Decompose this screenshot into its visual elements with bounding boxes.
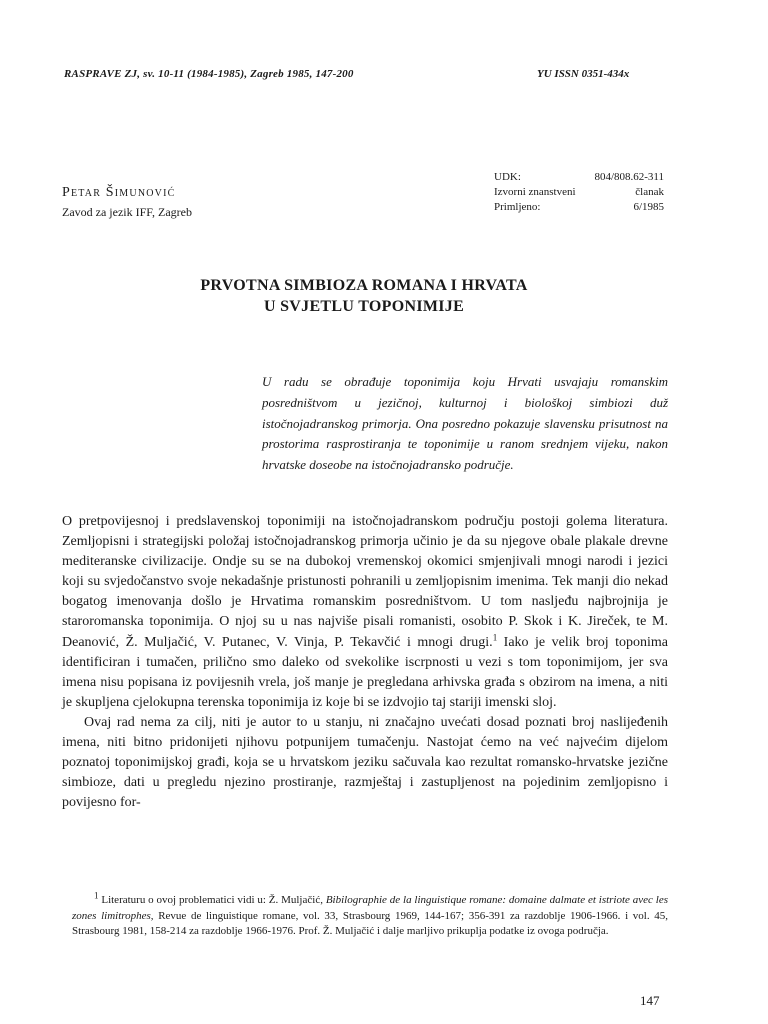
paragraph-2: Ovaj rad nema za cilj, niti je autor to u stanju, ni značajno uvećati dosad poznati broj naslijeđenih imena, niti bitno pridonijeti njihovu potpunijem tumačenju. Nastojat ćemo na već najvećim dijelom poznatoj toponimijskoj građi, koja se u hrvatskom jeziku sačuvala kao rezultat romansko-hrvatske jezične simbioze, dati u pregledu njezino prostiranje, razmještaj i zastupljenost na pojedinim zemljopisno i povijesno for-	[62, 714, 668, 811]
author-affiliation: Zavod za jezik IFF, Zagreb	[62, 205, 192, 219]
paragraph-1	[62, 512, 668, 713]
meta-label: UDK:	[494, 171, 521, 183]
article-metadata	[494, 170, 664, 215]
meta-row-udk	[494, 170, 664, 185]
author-block	[62, 185, 192, 220]
meta-value: članak	[635, 186, 664, 198]
abstract: U radu se obrađuje toponimija koju Hrvati usvajaju romanskim posredništvom u jezičnoj, kulturnoj i biološkoj simbiozi duž istočnojadranskog primorja. Ona posredno pokazuje slavensku prisutnost na prostorima rasprostiranja te toponimije u ranom srednjem vijeku, nakon hrvatske doseobe na istočnojadransko područje.	[262, 374, 668, 473]
meta-row-received	[494, 200, 664, 215]
meta-value: 804/808.62-311	[594, 171, 664, 183]
running-header-citation: RASPRAVE ZJ, sv. 10-11 (1984-1985), Zagreb 1985, 147-200	[64, 68, 354, 80]
author-name: Petar Šimunović	[62, 185, 176, 200]
footnote-reference: 1	[492, 631, 498, 642]
title-line-2: U SVJETLU TOPONIMIJE	[263, 298, 465, 315]
meta-row-type	[494, 185, 664, 200]
footnote-text-1: Literaturu o ovoj problematici vidi u: Ž. Muljačić,	[98, 894, 326, 906]
body-text	[62, 512, 668, 813]
title-line-1: PRVOTNA SIMBIOZA ROMANA I HRVATA	[200, 277, 528, 294]
footnote-text-2: Revue de linguistique romane, vol. 33, Strasbourg 1969, 144-167; 356-391 za razdoblje 1906-1966. i vol. 45, Strasbourg 1981, 158-214 za razdoblje 1966-1976. Prof. Ž. Muljačić i dalje marljivo prikuplja podatke iz ovoga područja.	[72, 909, 669, 937]
meta-label: Izvorni znanstveni	[494, 186, 576, 198]
paragraph-1-text-b: Iako je velik broj toponima identificiran i tumačen, prilično smo daleko od svekolike iscrpnosti u vezi s tom toponimijom, jer sva imena nisu popisana iz povijesnih vrela, još manje je pregledana arhivska građa s obzirom na imena, a niti je skupljena cjelokupna terenska toponimija iz koje bi se izdvojio taj stariji imenski sloj.	[62, 634, 668, 710]
footnote-mark: 1	[94, 890, 99, 901]
meta-value: 6/1985	[633, 201, 664, 213]
footnote-title-italic: Bibilographie de la linguistique romane: domaine dalmate et istriote avec les zones limitrophes,	[72, 894, 669, 922]
article-title	[60, 275, 668, 317]
footnote	[72, 890, 669, 940]
paragraph-1-text-a: O pretpovijesnoj i predslavenskoj toponimiji na istočnojadranskom području postoji golema literatura. Zemljopisni i strategijski položaj istočnojadranskog primorja učinio je da su njegove obale plakale drevne mediteranske civilizacije. Ondje su se na dubokoj vremenskoj okomici smjenjivali mnogi narodi i jezici koji su svjedočanstvo svoje nekadašnje pristunosti pohranili u zemljopisnim imenima. Tek manji dio nekad bogatog imenovanja došlo je Hrvatima romanskim posredništvom. U tom nasljeđu najbrojnija je staroromanska toponimija. O njoj su u nas najviše pisali romanisti, osobito P. Skok i K. Jireček, te M. Deanović, Ž. Muljačić, V. Putanec, V. Vinja, P. Tekavčić i mnogi drugi.	[62, 514, 668, 650]
meta-label: Primljeno:	[494, 201, 541, 213]
running-header-issn: YU ISSN 0351-434x	[537, 68, 630, 80]
page-number: 147	[640, 993, 660, 1008]
